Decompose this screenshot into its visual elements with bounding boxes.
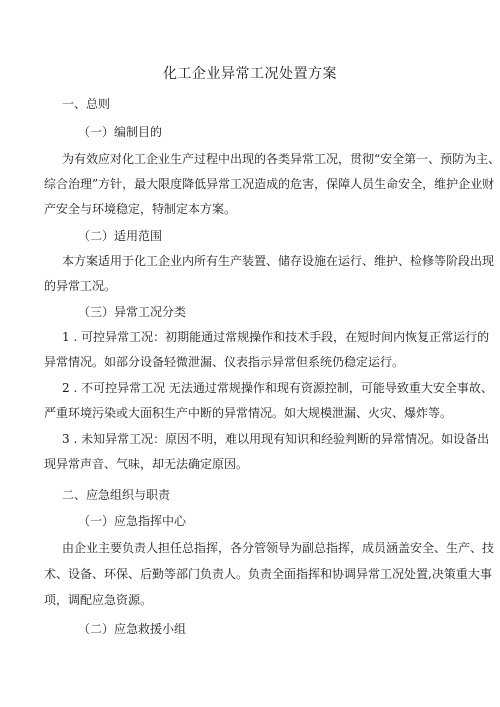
paragraph-line: 产安全与环境稳定，特制定本方案。 [44,202,237,216]
subsection-heading-command-center: （一）应急指挥中心 [78,514,187,528]
paragraph-line: 由企业主要负责人担任总指挥，各分管领导为副总指挥，成员涵盖安全、生产、技 [62,541,495,555]
paragraph-line: 异常情况。如部分设备轻微泄漏、仪表指示异常但系统仍稳定运行。 [44,355,405,369]
section-heading-organization: 二、应急组织与职责 [62,488,171,502]
document-title: 化工企业异常工况处置方案 [163,66,337,82]
subsection-heading-scope: （二）适用范围 [78,229,163,243]
paragraph-line: 项，调配应急资源。 [44,593,153,607]
paragraph-line: 术、设备、环保、后勤等部门负责人。负责全面指挥和协调异常工况处置,决策重大事 [44,567,492,581]
paragraph-line: 1 . 可控异常工况：初期能通过常规操作和技术手段，在短时间内恢复正常运行的 [62,330,490,344]
section-heading-general: 一、总则 [62,97,111,111]
paragraph-line: 综合治理”方针，最大限度降低异常工况造成的危害，保障人员生命安全，维护企业财 [44,177,495,191]
paragraph-line: 的异常工况。 [44,279,117,293]
paragraph-line: 3 . 未知异常工况：原因不明，难以用现有知识和经验判断的异常情况。如设备出 [62,432,490,446]
paragraph-line: 2 . 不可控异常工况 无法通过常规操作和现有资源控制，可能导致重大安全事故、 [62,381,493,395]
subsection-heading-purpose: （一）编制目的 [78,125,163,139]
paragraph-line: 为有效应对化工企业生产过程中出现的各类异常工况，贯彻“安全第一、预防为主、 [62,152,500,166]
subsection-heading-rescue-team: （二）应急救援小组 [78,622,187,636]
subsection-heading-classification: （三）异常工况分类 [78,305,187,319]
paragraph-line: 严重环境污染或大面积生产中断的异常情况。如大规模泄漏、火灾、爆炸等。 [44,406,453,420]
paragraph-line: 本方案适用于化工企业内所有生产装置、储存设施在运行、维护、检修等阶段出现 [62,254,495,268]
paragraph-line: 现异常声音、气味，却无法确定原因。 [44,457,249,471]
